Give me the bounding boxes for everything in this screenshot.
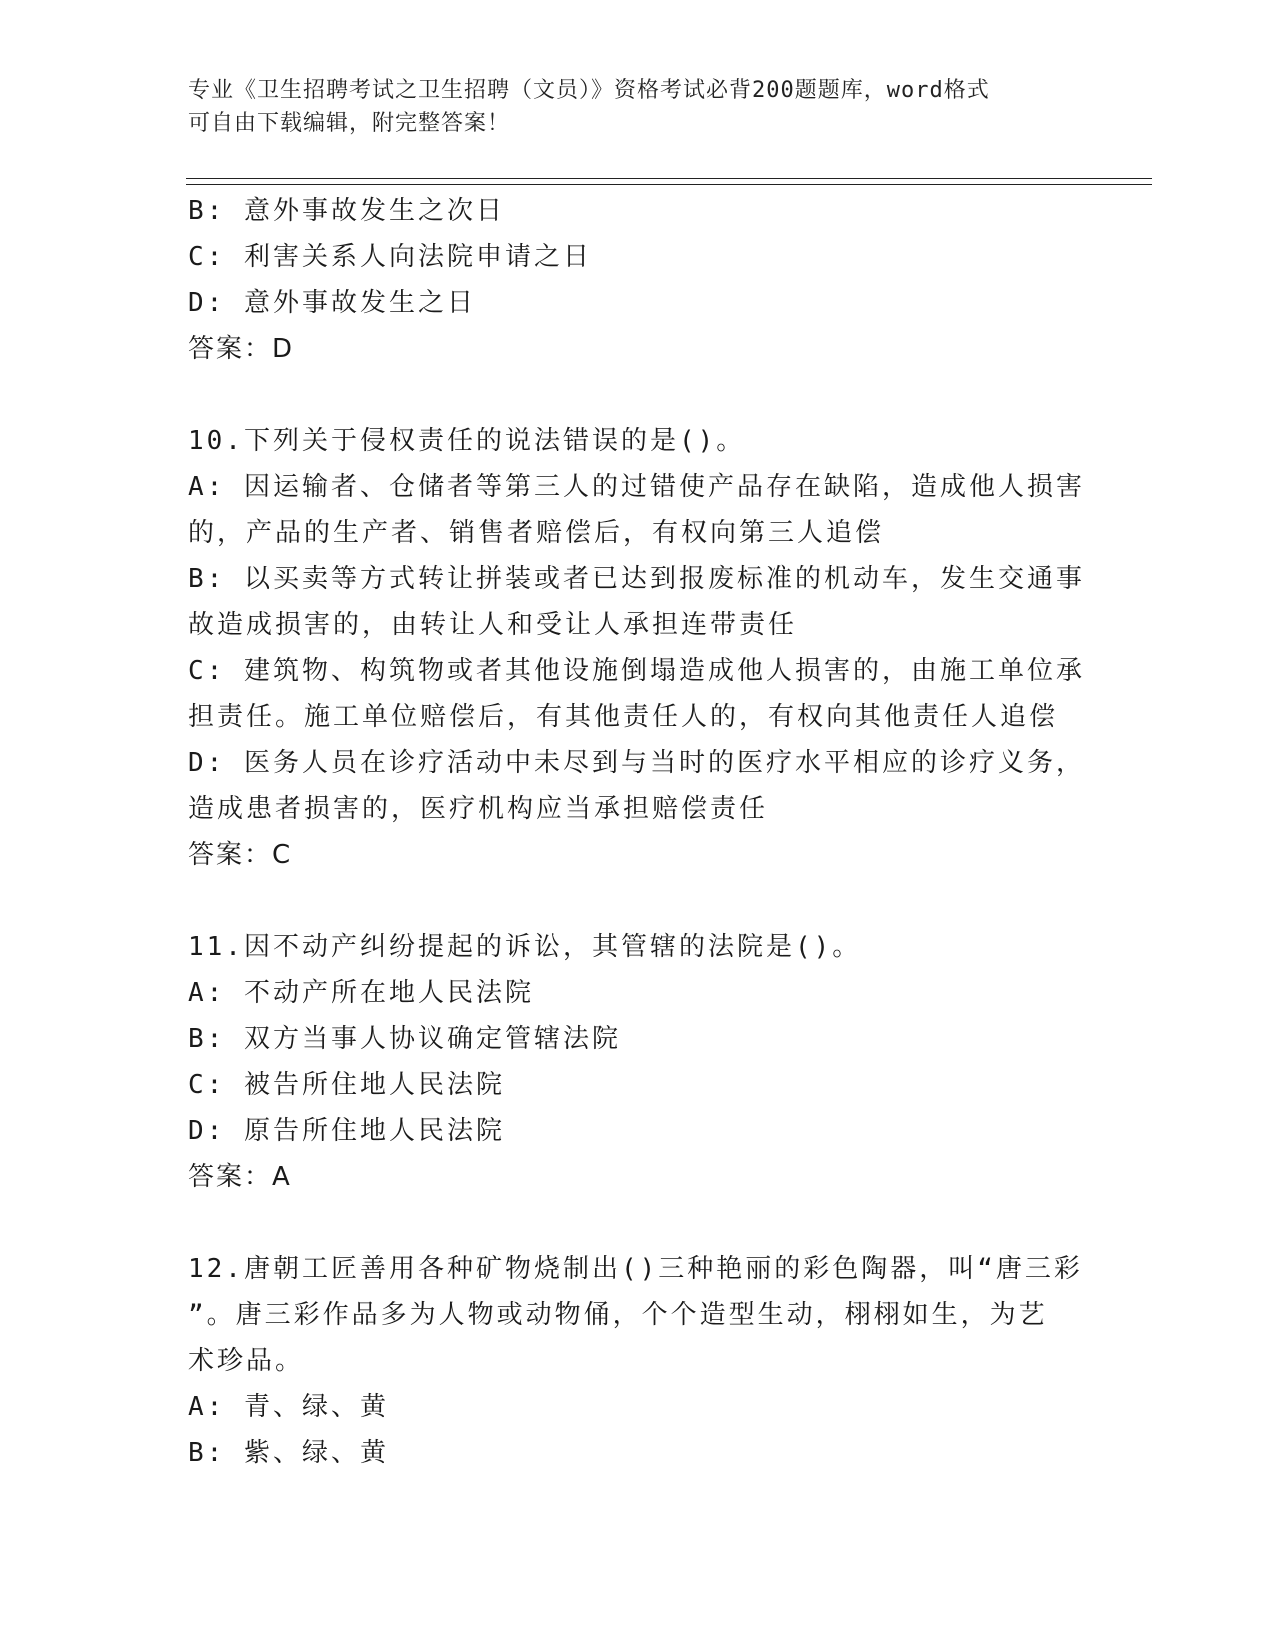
q10-stem: 10.下列关于侵权责任的说法错误的是()。 [188,426,746,456]
header-title-line-1: 专业《卫生招聘考试之卫生招聘（文员）》资格考试必背200题题库，word格式 [188,78,990,103]
question-spacer [188,1200,1088,1246]
q11-option-d: D: 原告所住地人民法院 [188,1116,505,1146]
q10-option-d-line-1: D: 医务人员在诊疗活动中未尽到与当时的医疗水平相应的诊疗义务， [188,748,1085,778]
q10-option-a-line-2: 的，产品的生产者、销售者赔偿后，有权向第三人追偿 [188,518,885,548]
question-12 [188,1246,1088,1476]
header-title-line-2: 可自由下载编辑，附完整答案！ [188,111,511,136]
q10-option-d-line-2: 造成患者损害的，医疗机构应当承担赔偿责任 [188,794,769,824]
q10-option-c-line-1: C: 建筑物、构筑物或者其他设施倒塌造成他人损害的，由施工单位承 [188,656,1085,686]
q10-option-c-line-2: 担责任。施工单位赔偿后，有其他责任人的，有权向其他责任人追偿 [188,702,1059,732]
q11-option-a: A: 不动产所在地人民法院 [188,978,534,1008]
q12-option-b: B: 紫、绿、黄 [188,1438,389,1468]
q12-stem-line-3: 术珍品。 [188,1346,305,1376]
q11-stem: 11.因不动产纠纷提起的诉讼，其管辖的法院是()。 [188,932,862,962]
q11-option-c: C: 被告所住地人民法院 [188,1070,505,1100]
q10-option-a-line-1: A: 因运输者、仓储者等第三人的过错使产品存在缺陷，造成他人损害 [188,472,1085,502]
q10-option-b-line-2: 故造成损害的，由转让人和受让人承担连带责任 [188,610,798,640]
q9-answer: 答案：D [188,334,295,364]
q10-answer: 答案：C [188,840,293,870]
q12-stem-line-1: 12.唐朝工匠善用各种矿物烧制出()三种艳丽的彩色陶器，叫“唐三彩 [188,1254,1083,1284]
question-11 [188,924,1088,1200]
q11-answer: 答案：A [188,1162,292,1192]
q12-stem-line-2: ”。唐三彩作品多为人物或动物俑，个个造型生动，栩栩如生，为艺 [188,1300,1048,1330]
q9-option-c: C: 利害关系人向法院申请之日 [188,242,592,272]
question-10 [188,418,1088,878]
header-divider [186,178,1152,185]
q9-option-d: D: 意外事故发生之日 [188,288,476,318]
question-content [188,188,1088,1476]
question-spacer [188,372,1088,418]
question-9-tail [188,188,1088,372]
q11-option-b: B: 双方当事人协议确定管辖法院 [188,1024,621,1054]
q9-option-b: B: 意外事故发生之次日 [188,196,505,226]
q12-option-a: A: 青、绿、黄 [188,1392,389,1422]
page-header [188,74,1088,140]
q10-option-b-line-1: B: 以买卖等方式转让拼装或者已达到报废标准的机动车，发生交通事 [188,564,1085,594]
question-spacer [188,878,1088,924]
